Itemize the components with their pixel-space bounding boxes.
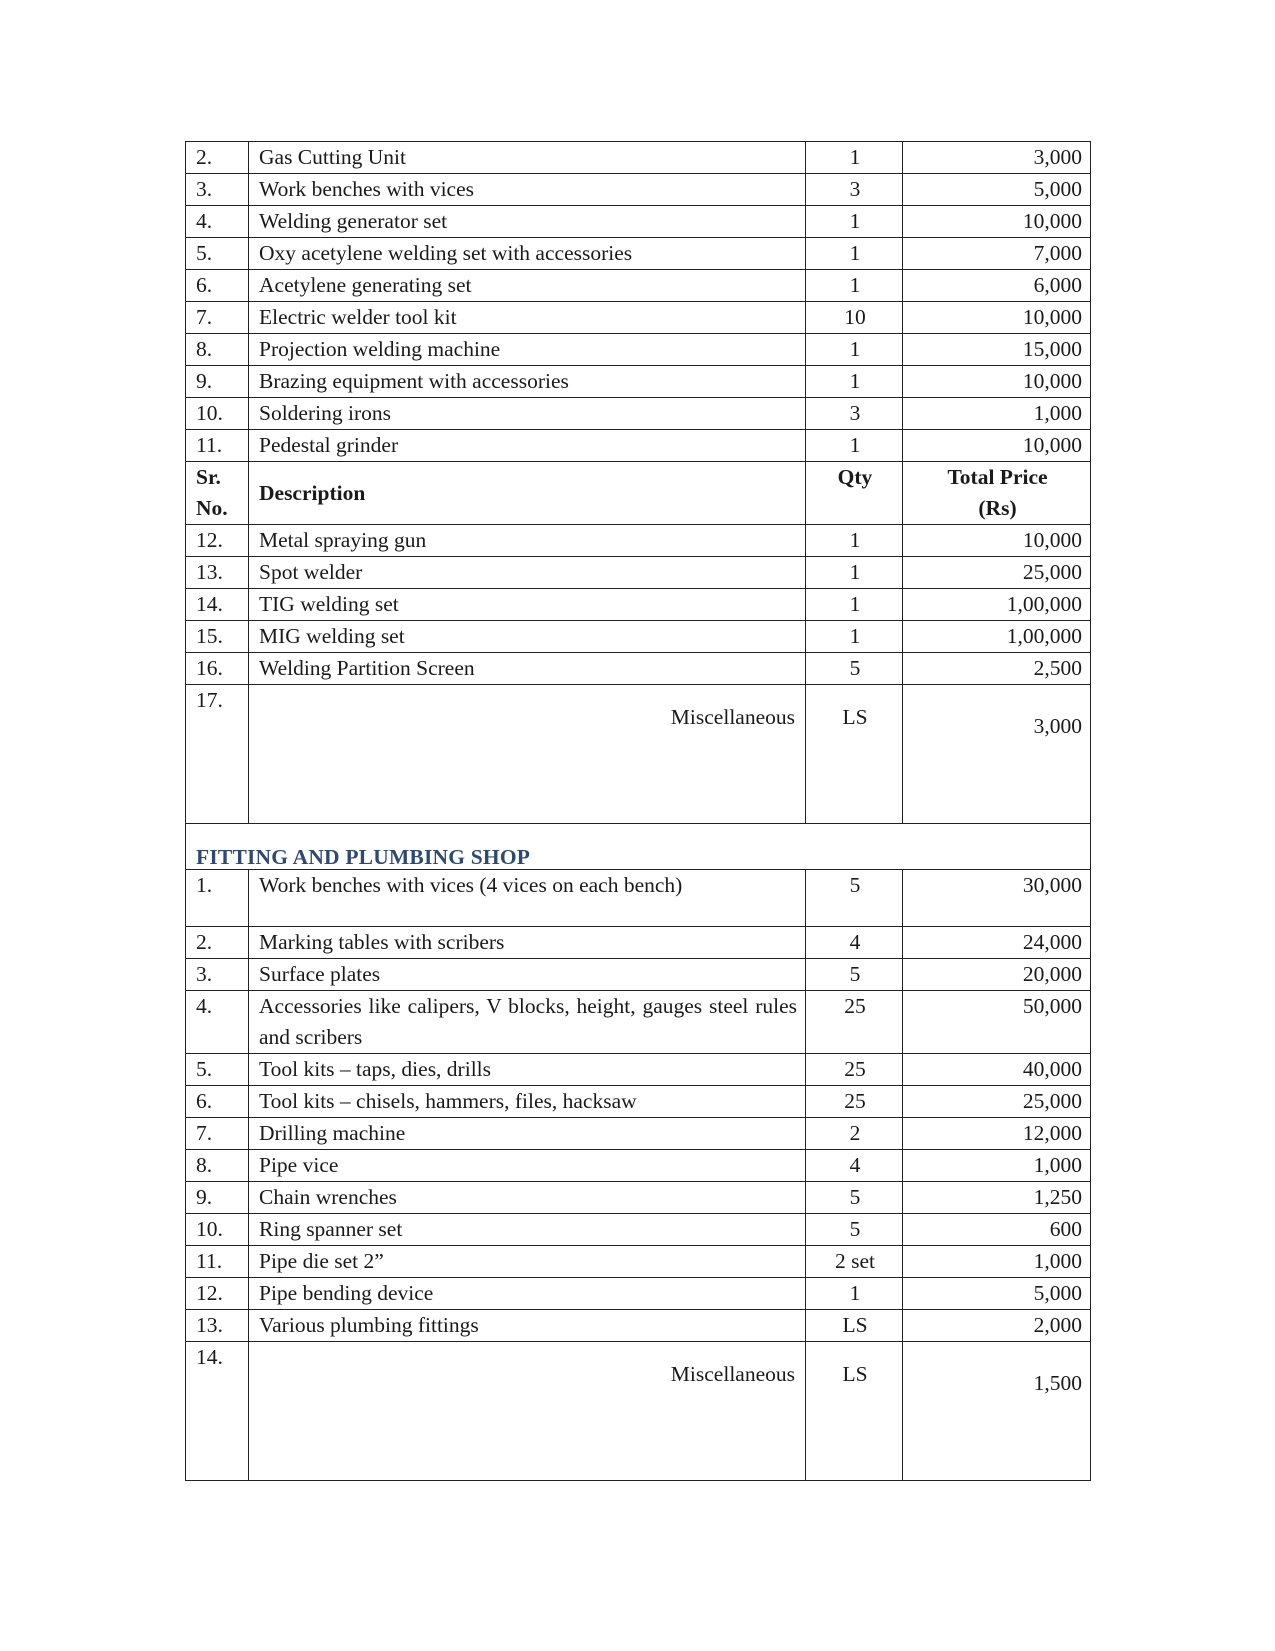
item-total-price: 7,000 (903, 238, 1091, 270)
miscellaneous-row (186, 685, 1091, 824)
table-row (186, 653, 1091, 685)
item-total-price: 2,500 (903, 653, 1091, 685)
serial-number: 11. (186, 430, 249, 462)
item-description: Miscellaneous (249, 685, 806, 824)
item-quantity: 25 (806, 1086, 903, 1118)
serial-number: 2. (186, 927, 249, 959)
item-quantity: 5 (806, 959, 903, 991)
item-quantity: 1 (806, 557, 903, 589)
table-row (186, 870, 1091, 927)
serial-number: 9. (186, 1182, 249, 1214)
serial-number: 15. (186, 621, 249, 653)
item-total-price: 10,000 (903, 206, 1091, 238)
column-header-qty: Qty (806, 462, 903, 525)
table-row (186, 959, 1091, 991)
item-description: Drilling machine (249, 1118, 806, 1150)
item-description: TIG welding set (249, 589, 806, 621)
item-description: Tool kits – chisels, hammers, files, hacksaw (249, 1086, 806, 1118)
table-row (186, 991, 1091, 1054)
item-description: Acetylene generating set (249, 270, 806, 302)
item-total-price: 1,250 (903, 1182, 1091, 1214)
item-description: Surface plates (249, 959, 806, 991)
item-total-price: 1,500 (903, 1342, 1091, 1481)
item-quantity: 1 (806, 334, 903, 366)
serial-number: 1. (186, 870, 249, 927)
item-total-price: 15,000 (903, 334, 1091, 366)
serial-number: 14. (186, 1342, 249, 1481)
item-quantity: LS (806, 685, 903, 824)
section-title: FITTING AND PLUMBING SHOP (196, 845, 531, 869)
serial-number: 2. (186, 142, 249, 174)
table-row (186, 1246, 1091, 1278)
table-row (186, 1118, 1091, 1150)
serial-number: 17. (186, 685, 249, 824)
item-description: Ring spanner set (249, 1214, 806, 1246)
item-description: Spot welder (249, 557, 806, 589)
table-row (186, 1214, 1091, 1246)
item-description: Pipe bending device (249, 1278, 806, 1310)
table-row (186, 927, 1091, 959)
table-row (186, 334, 1091, 366)
item-total-price: 3,000 (903, 685, 1091, 824)
column-header-sr-no (186, 462, 249, 525)
item-total-price: 1,000 (903, 1246, 1091, 1278)
item-quantity: 2 (806, 1118, 903, 1150)
section-cell (186, 824, 1091, 870)
item-description: Various plumbing fittings (249, 1310, 806, 1342)
serial-number: 11. (186, 1246, 249, 1278)
item-description: Metal spraying gun (249, 525, 806, 557)
item-total-price: 3,000 (903, 142, 1091, 174)
item-total-price: 40,000 (903, 1054, 1091, 1086)
serial-number: 13. (186, 557, 249, 589)
item-total-price: 5,000 (903, 174, 1091, 206)
item-quantity: 1 (806, 238, 903, 270)
serial-number: 10. (186, 1214, 249, 1246)
table-row (186, 1054, 1091, 1086)
item-quantity: 1 (806, 366, 903, 398)
equipment-table-body (186, 142, 1091, 1481)
table-row (186, 1150, 1091, 1182)
item-quantity: 1 (806, 206, 903, 238)
item-description: Pipe die set 2” (249, 1246, 806, 1278)
no-label: No. (196, 496, 228, 520)
table-row (186, 142, 1091, 174)
item-quantity: 1 (806, 621, 903, 653)
item-total-price: 2,000 (903, 1310, 1091, 1342)
table-row (186, 1086, 1091, 1118)
table-row (186, 589, 1091, 621)
item-total-price: 12,000 (903, 1118, 1091, 1150)
item-description: Pedestal grinder (249, 430, 806, 462)
item-total-price: 1,000 (903, 1150, 1091, 1182)
item-quantity: 1 (806, 589, 903, 621)
item-quantity: 3 (806, 174, 903, 206)
item-total-price: 6,000 (903, 270, 1091, 302)
section-row (186, 824, 1091, 870)
item-description: Chain wrenches (249, 1182, 806, 1214)
item-description: Soldering irons (249, 398, 806, 430)
serial-number: 5. (186, 238, 249, 270)
serial-number: 6. (186, 1086, 249, 1118)
miscellaneous-row (186, 1342, 1091, 1481)
item-description: Brazing equipment with accessories (249, 366, 806, 398)
item-total-price: 10,000 (903, 430, 1091, 462)
item-description: Miscellaneous (249, 1342, 806, 1481)
serial-number: 8. (186, 1150, 249, 1182)
table-row (186, 398, 1091, 430)
item-quantity: 5 (806, 1214, 903, 1246)
item-quantity: LS (806, 1342, 903, 1481)
item-description: Oxy acetylene welding set with accessories (249, 238, 806, 270)
item-description: Accessories like calipers, V blocks, height, gauges steel rules and scribers (249, 991, 806, 1054)
table-row (186, 1278, 1091, 1310)
serial-number: 9. (186, 366, 249, 398)
item-total-price: 10,000 (903, 525, 1091, 557)
item-description: Marking tables with scribers (249, 927, 806, 959)
item-quantity: 1 (806, 525, 903, 557)
serial-number: 12. (186, 1278, 249, 1310)
item-quantity: 2 set (806, 1246, 903, 1278)
item-quantity: 5 (806, 870, 903, 927)
item-description: Gas Cutting Unit (249, 142, 806, 174)
item-description: Welding Partition Screen (249, 653, 806, 685)
table-row (186, 621, 1091, 653)
table-row (186, 1182, 1091, 1214)
item-quantity: LS (806, 1310, 903, 1342)
table-header-row (186, 462, 1091, 525)
item-description: Work benches with vices (4 vices on each bench) (249, 870, 806, 927)
item-description: Work benches with vices (249, 174, 806, 206)
item-total-price: 30,000 (903, 870, 1091, 927)
serial-number: 12. (186, 525, 249, 557)
item-total-price: 24,000 (903, 927, 1091, 959)
serial-number: 3. (186, 959, 249, 991)
serial-number: 7. (186, 1118, 249, 1150)
item-description: Welding generator set (249, 206, 806, 238)
item-total-price: 1,000 (903, 398, 1091, 430)
item-quantity: 1 (806, 430, 903, 462)
serial-number: 3. (186, 174, 249, 206)
item-total-price: 25,000 (903, 557, 1091, 589)
table-row (186, 174, 1091, 206)
serial-number: 13. (186, 1310, 249, 1342)
item-quantity: 25 (806, 1054, 903, 1086)
item-total-price: 10,000 (903, 366, 1091, 398)
table-row (186, 1310, 1091, 1342)
item-total-price: 1,00,000 (903, 621, 1091, 653)
equipment-table (185, 141, 1091, 1481)
item-quantity: 4 (806, 1150, 903, 1182)
item-total-price: 50,000 (903, 991, 1091, 1054)
column-header-description: Description (249, 462, 806, 525)
table-row (186, 206, 1091, 238)
item-description: Pipe vice (249, 1150, 806, 1182)
table-row (186, 525, 1091, 557)
item-total-price: 20,000 (903, 959, 1091, 991)
serial-number: 5. (186, 1054, 249, 1086)
serial-number: 7. (186, 302, 249, 334)
item-quantity: 1 (806, 270, 903, 302)
serial-number: 6. (186, 270, 249, 302)
item-total-price: 600 (903, 1214, 1091, 1246)
item-description: Electric welder tool kit (249, 302, 806, 334)
table-row (186, 238, 1091, 270)
table-row (186, 302, 1091, 334)
item-total-price: 1,00,000 (903, 589, 1091, 621)
item-total-price: 25,000 (903, 1086, 1091, 1118)
item-total-price: 10,000 (903, 302, 1091, 334)
item-quantity: 5 (806, 653, 903, 685)
item-quantity: 5 (806, 1182, 903, 1214)
total-price-label: Total Price (947, 465, 1048, 489)
item-description: Tool kits – taps, dies, drills (249, 1054, 806, 1086)
currency-label: (Rs) (978, 496, 1017, 520)
sr-label: Sr. (196, 465, 221, 489)
serial-number: 4. (186, 991, 249, 1054)
serial-number: 14. (186, 589, 249, 621)
item-quantity: 4 (806, 927, 903, 959)
table-row (186, 557, 1091, 589)
serial-number: 4. (186, 206, 249, 238)
item-total-price: 5,000 (903, 1278, 1091, 1310)
serial-number: 8. (186, 334, 249, 366)
item-description: Projection welding machine (249, 334, 806, 366)
item-quantity: 25 (806, 991, 903, 1054)
item-quantity: 10 (806, 302, 903, 334)
table-row (186, 366, 1091, 398)
table-row (186, 430, 1091, 462)
table-row (186, 270, 1091, 302)
item-quantity: 1 (806, 1278, 903, 1310)
serial-number: 16. (186, 653, 249, 685)
item-quantity: 1 (806, 142, 903, 174)
column-header-total-price (903, 462, 1091, 525)
item-description: MIG welding set (249, 621, 806, 653)
serial-number: 10. (186, 398, 249, 430)
item-quantity: 3 (806, 398, 903, 430)
